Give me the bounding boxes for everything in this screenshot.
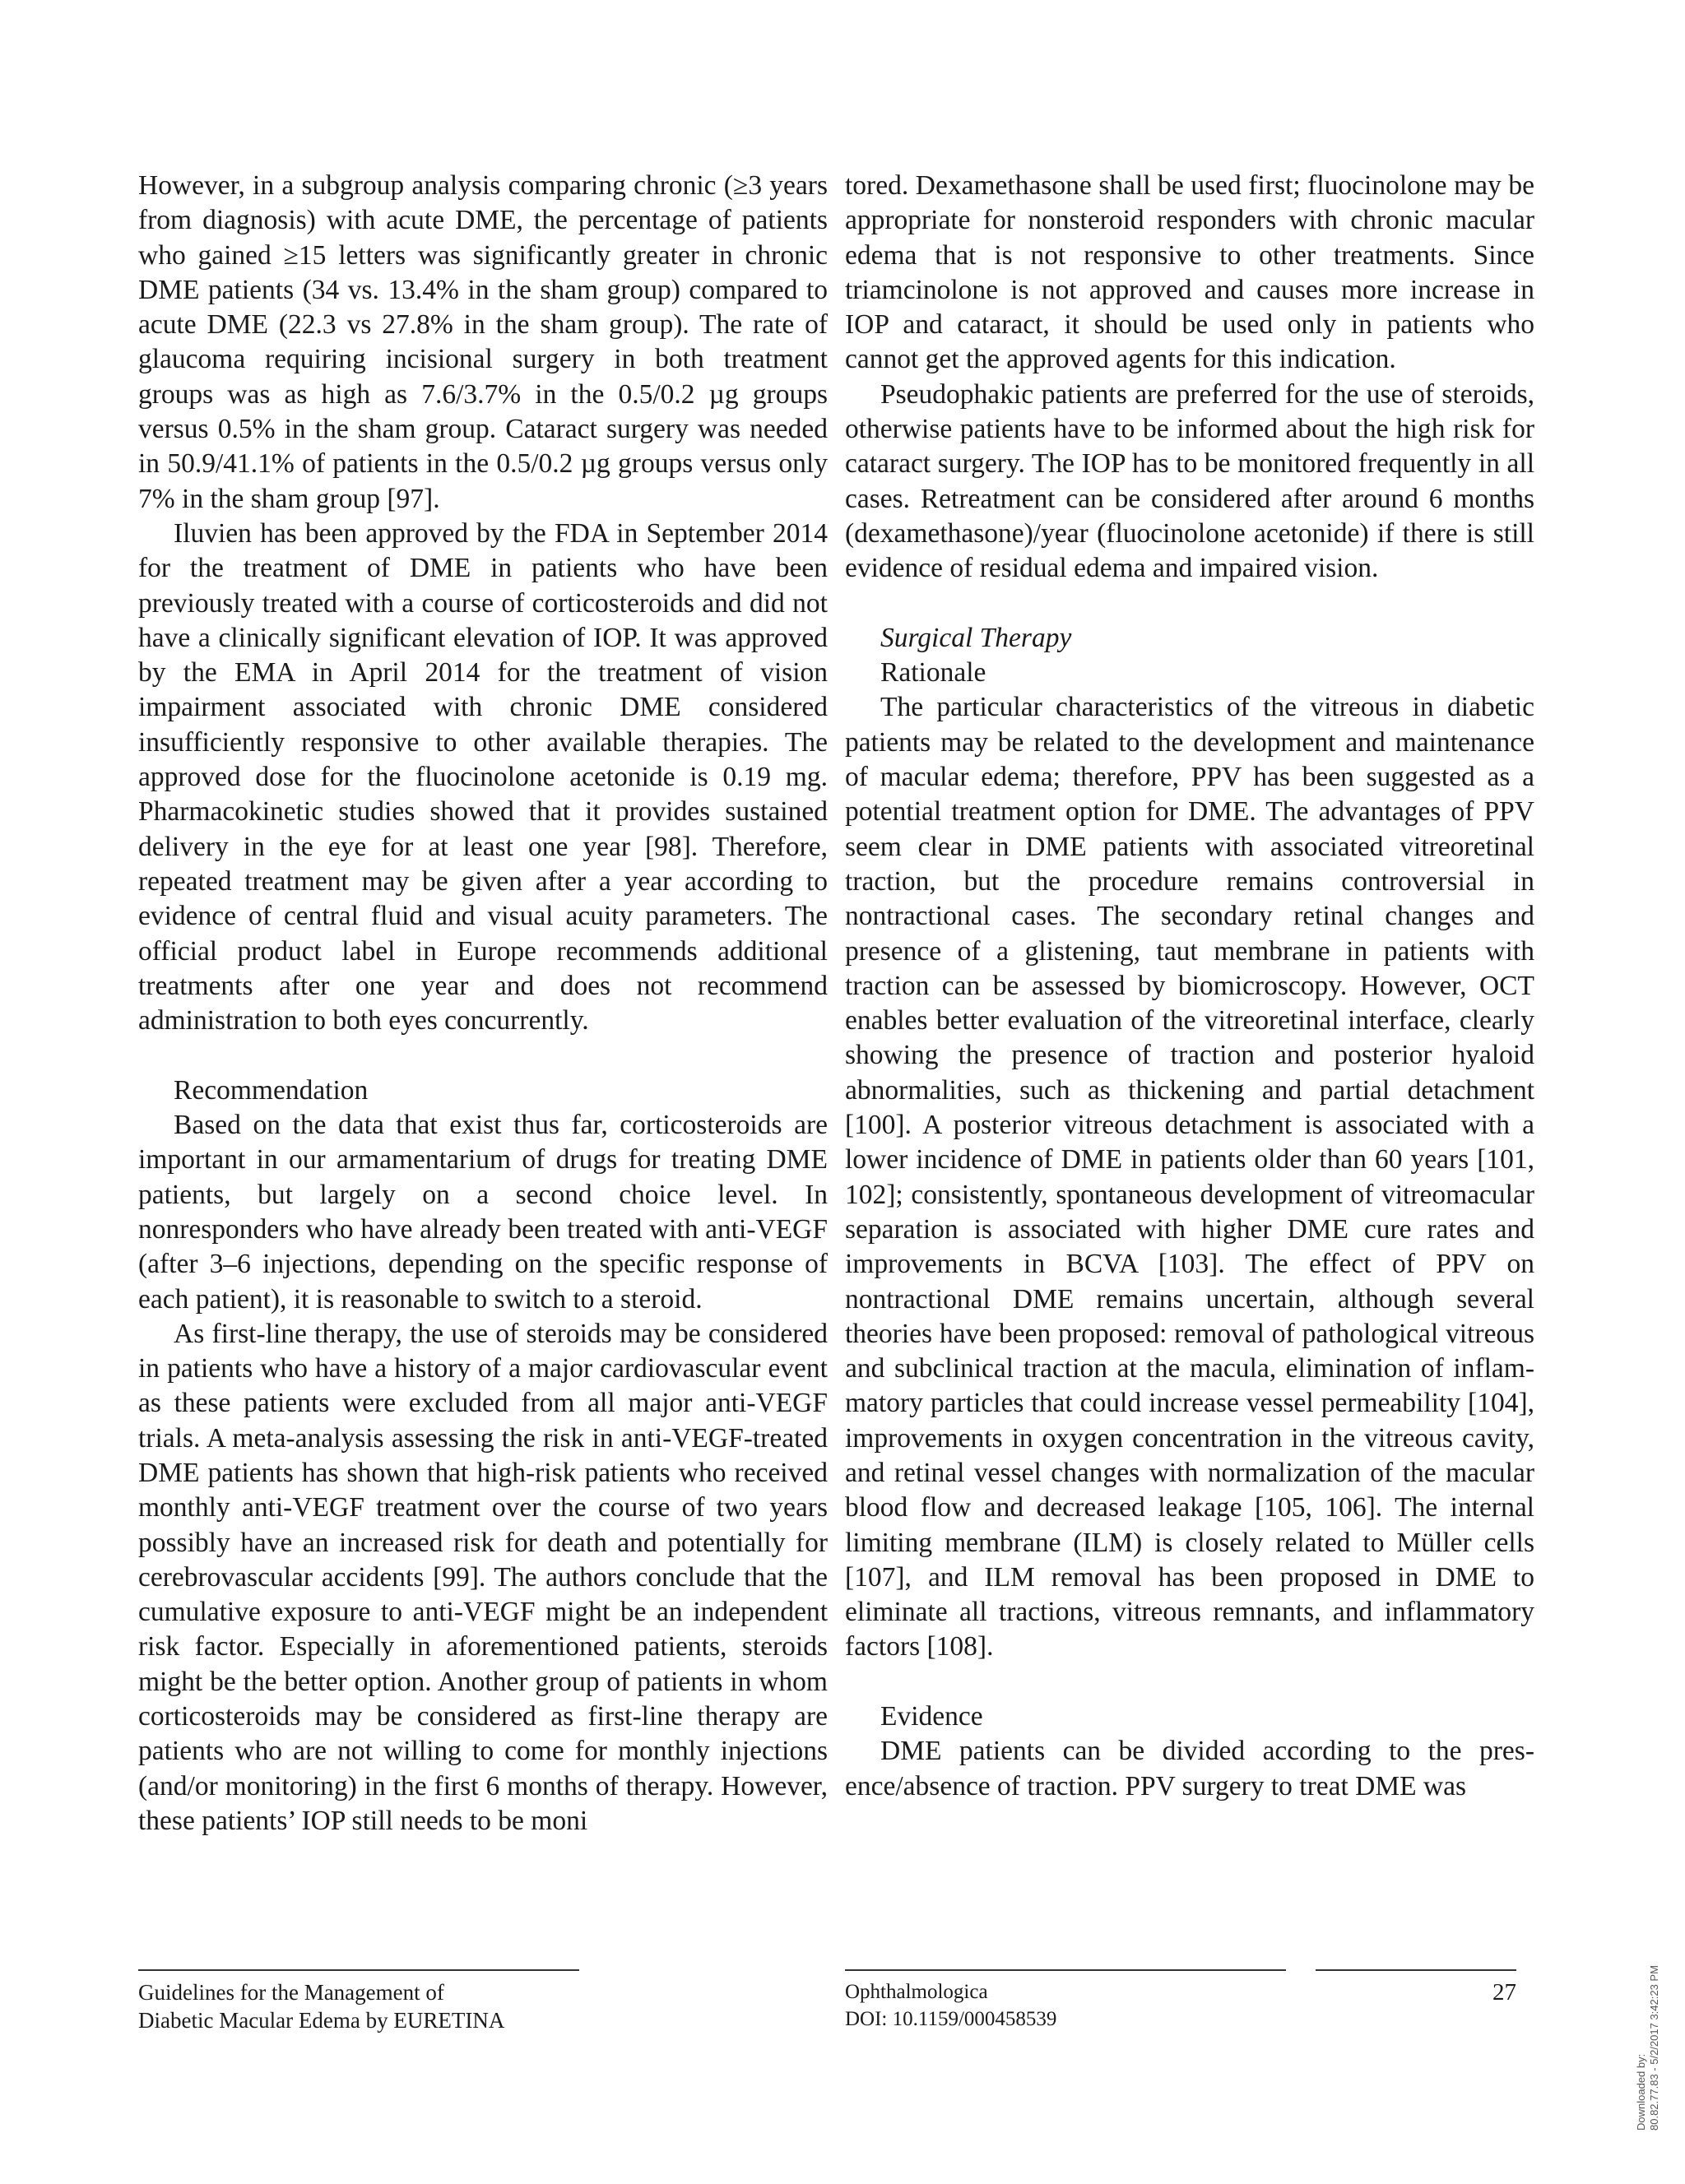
footer-doi: DOI: 10.1159/000458539	[845, 2008, 1057, 2030]
body-paragraph: DME patients can be divided according to the presence/absence of traction. PPV surgery to treat DME was	[845, 1736, 1534, 1801]
footer-title-line: Diabetic Macular Edema by EURETINA	[138, 2008, 505, 2033]
left-column	[138, 169, 828, 1839]
subsection-heading-rationale: Rationale	[880, 657, 986, 689]
page-number: 27	[1492, 1979, 1516, 2005]
footer-divider-middle	[845, 1969, 1286, 1971]
footer-title-line: Guidelines for the Management of	[138, 1980, 444, 2005]
body-paragraph: The particular characteristics of the vitreous in diabetic patients may be related to the development and maintenance of macular edema; therefore, PPV has been suggested as a potential treatment option for DME. The advantages of PPV seem clear in DME patients with associated vitreoretinal traction, but the procedure remains controversial in nontractional cases. The secondary retinal changes and presence of a glistening, taut membrane in patients with traction can be assessed by biomicroscopy. However, OCT enables better evaluation of the vitreoretinal interface, clearly showing the presence of traction and posterior hyaloid abnormalities, such as thickening and partial detachment [100]. A posterior vitreous detachment is associated with a lower incidence of DME in patients older than 60 years [101, 102]; consistently, spontaneous development of vitreomacular separation is associated with higher DME cure rates and improvements in BCVA [103]. The effect of PPV on nontractional DME remains uncertain, although several theories have been proposed: removal of pathological vitreous and subclinical traction at the macula, elimination of inflammatory particles that could increase vessel permeability [104], improvements in oxygen concentration in the vitreous cavity, and retinal vessel changes with normalization of the macular blood flow and decreased leakage [105, 106]. The internal limiting membrane (ILM) is closely related to Müller cells [107], and ILM removal has been proposed in DME to eliminate all tractions, vitreous remnants, and inflammatory factors [108].	[845, 692, 1534, 1662]
body-paragraph: Iluvien has been approved by the FDA in September 2014 for the treatment of DME in patients who have been previously treated with a course of corticosteroids and did not have a clinically significant elevation of IOP. It was approved by the EMA in April 2014 for the treatment of vision impairment associated with chronic DME considered insufficiently responsive to other available therapies. The approved dose for the fluocinolone acetonide is 0.19 mg. Pharmacokinetic studies showed that it provides sustained delivery in the eye for at least one year [98]. Therefore, repeated treatment may be given after a year according to evidence of central fluid and visual acuity parameters. The official product label in Europe recommends additional treatments after one year and does not recommend administration to both eyes concurrently.	[138, 517, 828, 1036]
body-paragraph: Based on the data that exist thus far, corticosteroids are important in our armamentarium of drugs for treating DME patients, but largely on a second choice level. In nonresponders who have already been treated with anti-VEGF (after 3–6 injections, depending on the specific response of each patient), it is reasonable to switch to a steroid.	[138, 1110, 828, 1315]
subsection-heading-evidence: Evidence	[880, 1701, 983, 1732]
right-column	[845, 169, 1534, 1804]
section-heading-recommendation: Recommendation	[174, 1074, 369, 1106]
body-paragraph: tored. Dexamethasone shall be used first; fluocinolone may be appropriate for nonsteroid responders with chronic macular edema that is not responsive to other treatments. Since triamcinolone is not approved and causes more increase in IOP and cataract, it should be used only in patients who cannot get the approved agents for this indication.	[845, 170, 1534, 375]
body-paragraph: However, in a subgroup analysis comparing chronic (≥3 years from diagnosis) with acute DME, the percentage of patients who gained ≥15 letters was significantly greater in chronic DME patients (34 vs. 13.4% in the sham group) compared to acute DME (22.3 vs 27.8% in the sham group). The rate of glaucoma requiring incisional surgery in both treatment groups was as high as 7.6/3.7% in the 0.5/0.2 µg groups versus 0.5% in the sham group. Cataract surgery was needed in 50.9/41.1% of patients in the 0.5/0.2 µg groups versus only 7% in the sham group [97].	[138, 170, 828, 514]
footer-journal-info	[845, 1978, 1056, 2033]
footer-article-title	[138, 1978, 504, 2034]
footer-divider-right	[1316, 1969, 1516, 1971]
body-paragraph: As first-line therapy, the use of steroids may be considered in patients who have a history of a major cardiovascular event as these patients were excluded from all major anti-VEGF trials. A meta-analysis assessing the risk in anti-VEGF-treated DME patients has shown that high-risk patients who received monthly anti-VEGF treatment over the course of two years possibly have an increased risk for death and potentially for cerebrovascular accidents [99]. The authors conclude that the cumulative exposure to anti-VEGF might be an independent risk factor. Especially in aforementioned patients, steroids might be the better option. Another group of patients in whom corticosteroids may be considered as first-line therapy are patients who are not willing to come for monthly injections (and/or monitoring) in the first 6 months of therapy. However, these patients’ IOP still needs to be moni	[138, 1318, 828, 1836]
section-heading-surgical-therapy: Surgical Therapy	[880, 622, 1072, 653]
body-paragraph: Pseudophakic patients are preferred for the use of steroids, otherwise patients have to be informed about the high risk for cataract surgery. The IOP has to be monitored frequently in all cases. Retreatment can be considered after around 6 months (dexamethasone)/year (fluocinolone acetonide) if there is still evidence of residual edema and impaired vision.	[845, 378, 1534, 584]
footer-journal-name: Ophthalmologica	[845, 1981, 988, 2003]
section-gap	[845, 587, 1534, 621]
download-stamp	[1635, 1965, 1661, 2131]
section-gap	[845, 1665, 1534, 1699]
download-stamp-line: 80.82.77.83 - 5/2/2017 3:42:23 PM	[1648, 1965, 1660, 2131]
download-stamp-line: Downloaded by:	[1635, 2053, 1647, 2131]
footer-divider-left	[138, 1969, 579, 1971]
section-gap	[138, 1038, 828, 1073]
